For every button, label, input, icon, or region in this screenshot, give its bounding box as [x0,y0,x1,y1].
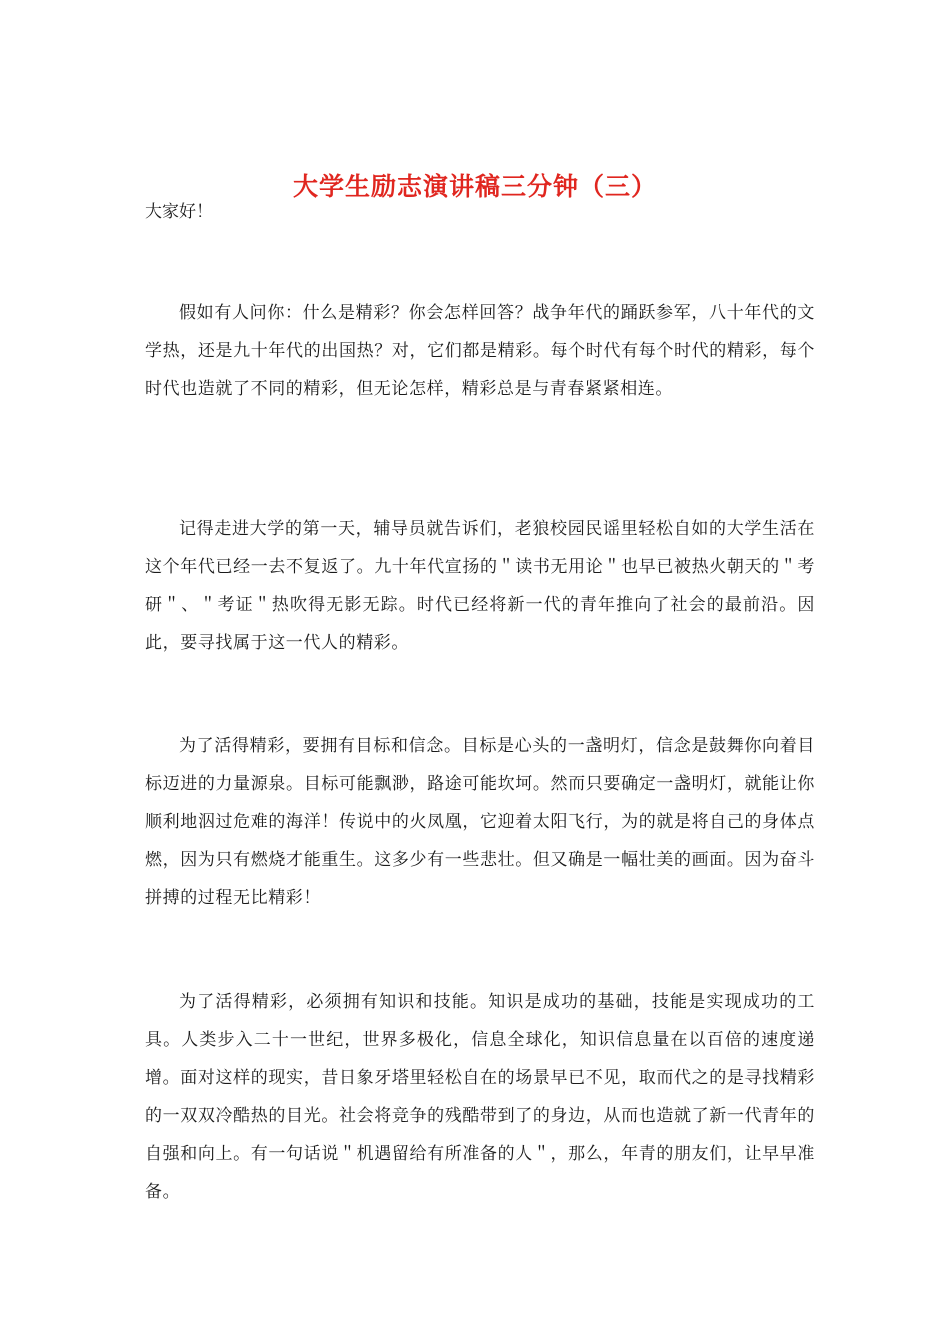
paragraph-4: 为了活得精彩，必须拥有知识和技能。知识是成功的基础，技能是实现成功的工具。人类步入二十一世纪，世界多极化，信息全球化，知识信息量在以百倍的速度递增。面对这样的现实，昔日象牙塔里轻松自在的场景早已不见，取而代之的是寻找精彩的一双双冷酷热的目光。社会将竞争的残酷带到了的身边，从而也造就了新一代青年的自强和向上。有一句话说＂机遇留给有所准备的人＂，那么，年青的朋友们，让早早准备。 [145,992,815,1202]
paragraph-3: 为了活得精彩，要拥有目标和信念。目标是心头的一盏明灯，信念是鼓舞你向着目标迈进的力量源泉。目标可能飘渺，路途可能坎坷。然而只要确定一盏明灯，就能让你顺利地泅过危难的海洋！传说中的火凤凰，它迎着太阳飞行，为的就是将自己的身体点燃，因为只有燃烧才能重生。这多少有一些悲壮。但又确是一幅壮美的画面。因为奋斗拼搏的过程无比精彩！ [145,736,815,908]
document-title: 大学生励志演讲稿三分钟（三） [292,171,657,201]
paragraph-1: 假如有人问你：什么是精彩？你会怎样回答？战争年代的踊跃参军，八十年代的文学热，还是九十年代的出国热？对，它们都是精彩。每个时代有每个时代的精彩，每个时代也造就了不同的精彩，但无论怎样，精彩总是与青春紧紧相连。 [145,303,815,399]
greeting-text: 大家好！ [145,202,213,222]
paragraph-2: 记得走进大学的第一天，辅导员就告诉们，老狼校园民谣里轻松自如的大学生活在这个年代已经一去不复返了。九十年代宣扬的＂读书无用论＂也早已被热火朝天的＂考研＂、＂考证＂热吹得无影无踪。时代已经将新一代的青年推向了社会的最前沿。因此，要寻找属于这一代人的精彩。 [145,519,815,653]
